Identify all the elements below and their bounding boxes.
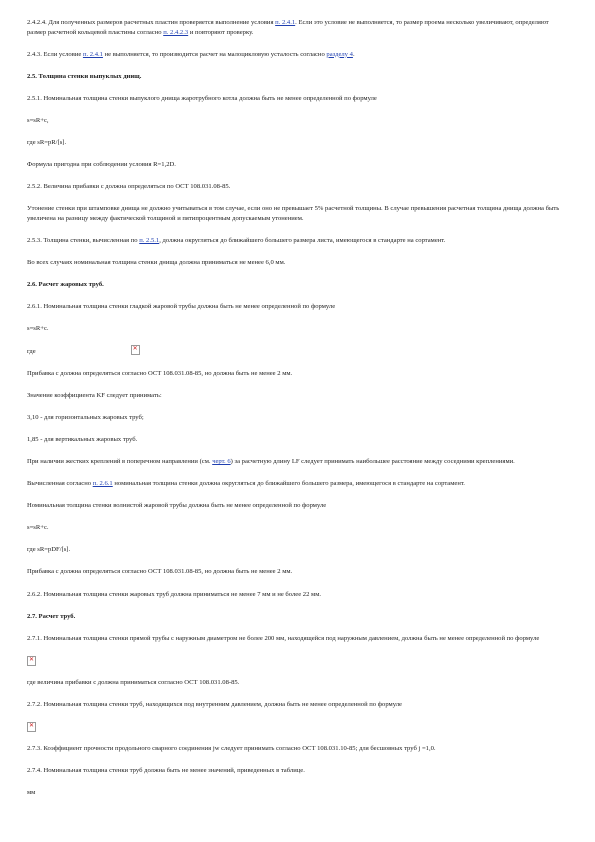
link-2-4-1[interactable]: п. 2.4.1 — [275, 19, 296, 26]
formula-4: s=sR+c. — [27, 524, 49, 532]
broken-image-icon — [27, 722, 36, 732]
paragraph-allowance: Прибавка c должна определяться согласно ОСТ 108.031.08-85, но должна быть не менее 2 мм. — [27, 369, 293, 377]
formula-1: s=sR+c, — [27, 116, 49, 124]
paragraph-rounding: Вычисленная согласно п. 2.6.1 номинальная толщина стенки должна округляться до ближайшего большего размера, имеющегося в стандарте на сортамент. — [27, 480, 465, 488]
paragraph-wavy-tube: Номинальная толщина стенки волнистой жаровой трубы должна быть не менее определенной по формуле — [27, 502, 327, 510]
formula-5: где sR=pDF/[s]. — [27, 546, 71, 554]
where-row — [27, 347, 569, 357]
paragraph-2-6-1: 2.6.1. Номинальная толщина стенки гладкой жаровой трубы должна быть не менее определенной по формуле — [27, 303, 336, 311]
paragraph-min-6mm: Во всех случаях номинальная толщина стенки днища должна приниматься не менее 6,0 мм. — [27, 259, 286, 267]
link-drawing-6[interactable]: черт. 6 — [212, 457, 231, 465]
paragraph-2-4-3: 2.4.3. Если условие п. 2.4.1 не выполняется, то производится расчет на малоцикловую усталость согласно разделу 4. — [27, 50, 355, 58]
paragraph-kf: Значение коэффициента KF следует принимать: — [27, 391, 162, 399]
paragraph-stiffeners: При наличии жестких креплений в поперечном направлении (см. черт. 6) за расчетную длину LF следует принимать наибольшее расстояние между соседними креплениями. — [27, 457, 515, 465]
paragraph-2-7-3: 2.7.3. Коэффициент прочности продольного сварного соединения jw следует принимать согласно ОСТ 108.031.10-85; для бесшовных труб j =1,0. — [27, 745, 436, 752]
kf-horizontal: 3,10 - для горизонтальных жаровых труб; — [27, 413, 144, 421]
paragraph-allowance-ost: где величина прибавки c должна приниматься согласно ОСТ 108.031.08-85. — [27, 678, 240, 686]
heading-2-5: 2.5. Толщина стенки выпуклых днищ. — [27, 72, 142, 80]
paragraph-condition: Формула пригодна при соблюдении условия R=1,2D. — [27, 161, 176, 169]
broken-image-icon — [131, 345, 140, 355]
paragraph-2-5-2: 2.5.2. Величина прибавки c должна определяться по ОСТ 108.031.08-85. — [27, 183, 231, 191]
formula-image-1 — [27, 656, 569, 670]
paragraph-2-6-2: 2.6.2. Номинальная толщина стенки жаровых труб должна приниматься не менее 7 мм и не более 22 мм. — [27, 590, 322, 598]
formula-2: где sR=pR/[s]. — [27, 139, 67, 147]
formula-3: s=sR+c. — [27, 325, 49, 333]
unit-mm: мм — [27, 789, 36, 797]
paragraph-2-5-1: 2.5.1. Номинальная толщина стенки выпуклого днища жаротрубного котла должна быть не менее определенной по формуле — [27, 94, 377, 102]
paragraph-2-7-2: 2.7.2. Номинальная толщина стенки труб, находящихся под внутренним давлением, должна быть не менее определенной по формуле — [27, 700, 402, 708]
where-label: где — [27, 347, 36, 355]
paragraph-thinning: Утонение стенки при штамповке днища не должно учитываться в том случае, если оно не превышает 5% расчетной толщины. В случае превышения расчетная толщина днища должна быть увеличена на разницу между фактической толщиной и пятипроцентным допускаемым утонением. — [27, 205, 560, 222]
link-2-4-2-3[interactable]: п. 2.4.2.3 — [163, 28, 189, 36]
formula-image-2 — [27, 722, 569, 736]
paragraph-2-7-1: 2.7.1. Номинальная толщина стенки прямой трубы с наружным диаметром не более 200 мм, находящейся под наружным давлением, должна быть не менее определенной по формуле — [27, 634, 540, 642]
kf-vertical: 1,85 - для вертикальных жаровых труб. — [27, 435, 138, 443]
heading-2-6: 2.6. Расчет жаровых труб. — [27, 281, 104, 289]
link-2-4-1-b[interactable]: п. 2.4.1 — [82, 50, 103, 58]
heading-2-7: 2.7. Расчет труб. — [27, 612, 76, 620]
paragraph-2-7-4: 2.7.4. Номинальная толщина стенки труб должна быть не менее значений, приведенных в таблице. — [27, 767, 305, 775]
paragraph-2-5-3: 2.5.3. Толщина стенки, вычисленная по п. 2.5.1, должна округляться до ближайшего большего размера листа, имеющегося в стандарте на сортамент. — [27, 237, 446, 245]
link-2-5-1[interactable]: п. 2.5.1 — [139, 237, 160, 245]
paragraph-2-4-2-4: 2.4.2.4. Для полученных размеров расчетных пластин проверяется выполнение условия п. 2.4.1. Если это условие не выполняется, то размер проема несколько увеличивают, определяют размер расчетной кольцевой пластины согласно п. 2.4.2.3 и повторяют проверку. — [27, 19, 549, 36]
link-section-4[interactable]: разделу 4 — [326, 50, 353, 58]
paragraph-allowance-2: Прибавка c должна определяться согласно ОСТ 108.031.08-85, но должна быть не менее 2 мм. — [27, 568, 293, 576]
link-2-6-1[interactable]: п. 2.6.1 — [92, 480, 113, 488]
broken-image-icon — [27, 656, 36, 666]
